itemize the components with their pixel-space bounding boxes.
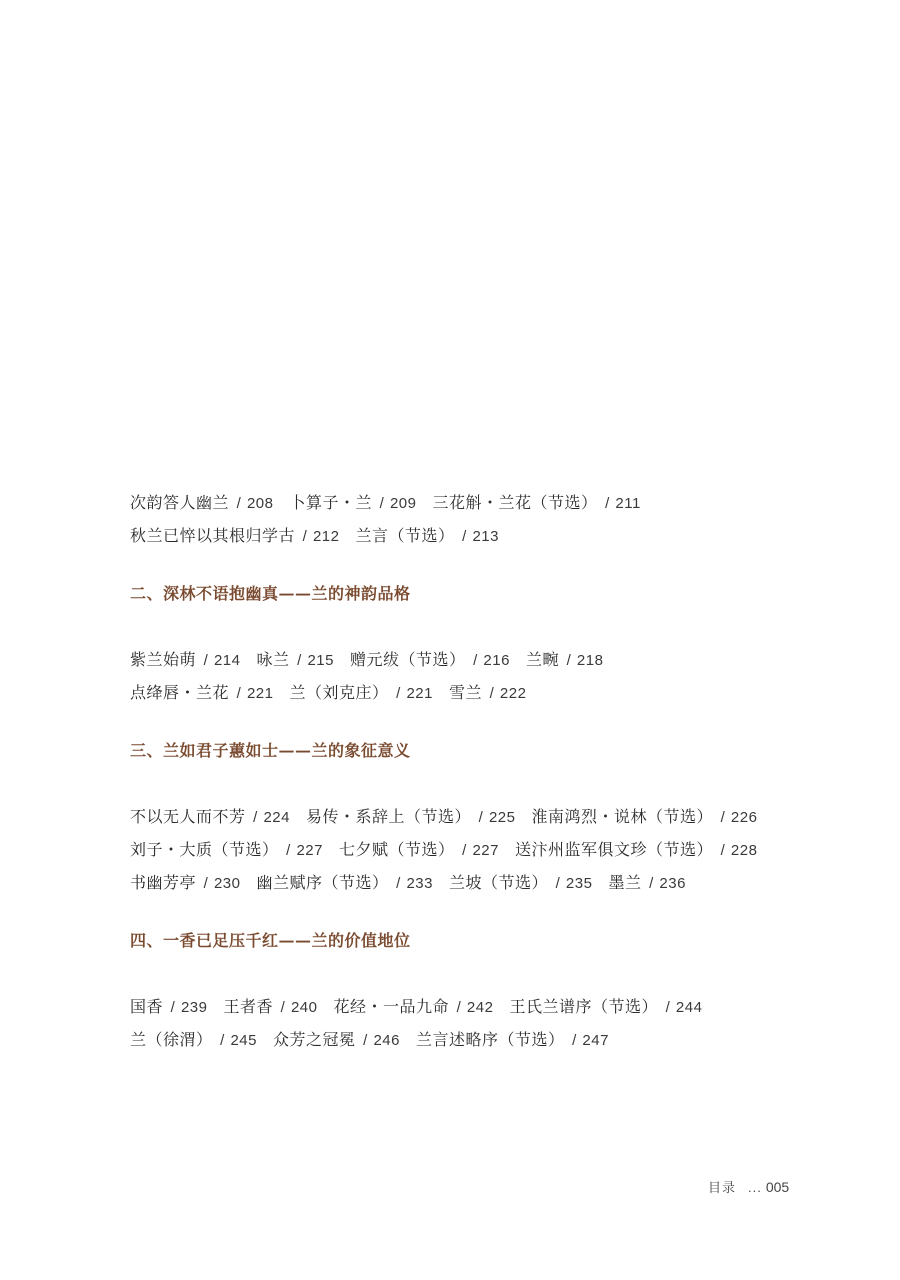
- toc-entry[interactable]: [608, 866, 685, 900]
- entry-separator: /: [561, 652, 572, 669]
- entry-page-number: 208: [246, 495, 274, 512]
- entry-separator: /: [248, 809, 258, 826]
- entry-page-number: 233: [406, 875, 433, 892]
- entry-page-number: 216: [483, 652, 510, 669]
- entry-title: 易传・系辞上（节选）: [305, 807, 471, 826]
- entry-page-number: 236: [659, 875, 686, 892]
- entry-page-number: 214: [213, 652, 241, 669]
- entry-page-number: 209: [389, 495, 417, 512]
- toc-entry[interactable]: [355, 519, 498, 553]
- footer-dots: ...: [748, 1180, 762, 1195]
- entry-title: 兰坡（节选）: [448, 873, 548, 892]
- toc-entry[interactable]: [306, 800, 515, 834]
- entry-separator: /: [715, 809, 726, 826]
- entry-title: 淮南鸿烈・说林（节选）: [531, 807, 713, 826]
- entry-separator: /: [660, 999, 671, 1016]
- toc-entry[interactable]: [130, 676, 273, 710]
- entry-separator: /: [567, 1032, 577, 1049]
- entry-page-number: 224: [263, 809, 290, 826]
- entry-page-number: 239: [180, 999, 208, 1016]
- entry-separator: /: [292, 652, 302, 669]
- entry-title: 卜算子・兰: [289, 493, 372, 512]
- entry-page-number: 230: [213, 875, 241, 892]
- entry-separator: /: [391, 875, 401, 892]
- entry-separator: /: [281, 842, 291, 859]
- entry-title: 送汴州监军俱文珍（节选）: [514, 840, 713, 859]
- toc-entry[interactable]: [526, 643, 603, 677]
- entry-page-number: 218: [576, 652, 604, 669]
- entry-title: 七夕赋（节选）: [338, 840, 455, 859]
- entry-title: 书幽芳亭: [130, 873, 197, 892]
- toc-entry[interactable]: [350, 643, 510, 677]
- entry-separator: /: [358, 1032, 368, 1049]
- toc-entry[interactable]: [130, 800, 290, 834]
- entry-page-number: 247: [582, 1032, 609, 1049]
- entry-title: 墨兰: [608, 873, 642, 892]
- entry-separator: /: [298, 528, 308, 545]
- page-footer: [708, 1177, 789, 1196]
- entry-separator: /: [166, 999, 176, 1016]
- entry-separator: /: [391, 685, 401, 702]
- toc-line: [130, 866, 830, 899]
- section-title: 二、深林不语抱幽真——兰的神韵品格: [130, 584, 411, 603]
- toc-line: [130, 1023, 830, 1056]
- toc-section: [130, 577, 830, 709]
- entry-separator: /: [451, 999, 462, 1016]
- entry-separator: /: [199, 875, 209, 892]
- entry-title: 秋兰已悴以其根归学古: [130, 526, 296, 545]
- toc-entry[interactable]: [130, 990, 207, 1024]
- toc-entry[interactable]: [130, 519, 339, 553]
- entry-page-number: 221: [406, 685, 433, 702]
- toc-entry[interactable]: [223, 990, 317, 1024]
- entry-page-number: 211: [615, 495, 641, 512]
- toc-line: [130, 833, 830, 866]
- toc-entry[interactable]: [531, 800, 757, 834]
- entry-page-number: 228: [730, 842, 758, 859]
- entry-title: 王者香: [223, 997, 273, 1016]
- entry-title: 次韵答人幽兰: [130, 493, 230, 512]
- section-title: 四、一香已足压千红——兰的价值地位: [130, 931, 411, 950]
- entry-page-number: 235: [565, 875, 593, 892]
- entry-title: 兰言（节选）: [355, 526, 455, 545]
- entry-title: 三花斛・兰花（节选）: [432, 493, 598, 512]
- toc-entry[interactable]: [449, 676, 526, 710]
- entry-separator: /: [457, 528, 467, 545]
- entry-title: 点绛唇・兰花: [130, 683, 230, 702]
- toc-entry[interactable]: [130, 643, 240, 677]
- entry-separator: /: [600, 495, 610, 512]
- toc-entry[interactable]: [515, 833, 757, 867]
- entry-title: 雪兰: [448, 683, 482, 702]
- entry-separator: /: [276, 999, 286, 1016]
- entry-title: 国香: [130, 997, 164, 1016]
- toc-line: [130, 990, 830, 1023]
- entry-title: 幽兰赋序（节选）: [256, 873, 389, 892]
- entry-title: 兰（徐渭）: [130, 1030, 213, 1049]
- entry-separator: /: [474, 809, 484, 826]
- entry-page-number: 246: [373, 1032, 400, 1049]
- entry-title: 兰言述略序（节选）: [415, 1030, 565, 1049]
- entry-title: 众芳之冠冕: [272, 1030, 356, 1049]
- entry-page-number: 213: [472, 528, 499, 545]
- toc-section: [130, 734, 830, 899]
- toc-entry[interactable]: [273, 1023, 400, 1057]
- toc-entry[interactable]: [333, 990, 493, 1024]
- toc-entry[interactable]: [130, 486, 273, 520]
- table-of-contents: [130, 486, 830, 1081]
- entry-separator: /: [484, 685, 495, 702]
- toc-section: [130, 486, 830, 552]
- entry-page-number: 227: [472, 842, 499, 859]
- entry-separator: /: [457, 842, 467, 859]
- entry-separator: /: [232, 685, 242, 702]
- entry-page-number: 227: [296, 842, 323, 859]
- toc-entry[interactable]: [130, 866, 240, 900]
- entry-title: 咏兰: [256, 650, 290, 669]
- entry-page-number: 240: [290, 999, 318, 1016]
- entry-title: 兰（刘克庄）: [289, 683, 389, 702]
- entry-separator: /: [375, 495, 385, 512]
- toc-entry[interactable]: [449, 866, 592, 900]
- toc-section: [130, 924, 830, 1056]
- toc-entry[interactable]: [509, 990, 702, 1024]
- toc-entry[interactable]: [432, 486, 640, 520]
- entry-separator: /: [644, 875, 654, 892]
- toc-line: [130, 519, 830, 552]
- toc-line: [130, 486, 830, 519]
- entry-separator: /: [468, 652, 478, 669]
- page-number: 005: [765, 1179, 790, 1195]
- toc-line: [130, 676, 830, 709]
- entry-separator: /: [215, 1032, 225, 1049]
- entry-page-number: 226: [730, 809, 758, 826]
- toc-line: [130, 800, 830, 833]
- entry-title: 王氏兰谱序（节选）: [509, 997, 658, 1016]
- footer-label: 目录: [708, 1180, 737, 1195]
- entry-title: 赠元绂（节选）: [349, 650, 466, 669]
- entry-page-number: 245: [230, 1032, 257, 1049]
- toc-line: [130, 643, 830, 676]
- entry-page-number: 242: [466, 999, 494, 1016]
- entry-title: 兰畹: [525, 650, 559, 669]
- entry-title: 不以无人而不芳: [130, 807, 246, 826]
- entry-page-number: 221: [246, 685, 274, 702]
- entry-separator: /: [715, 842, 726, 859]
- entry-page-number: 222: [499, 685, 527, 702]
- entry-separator: /: [199, 652, 209, 669]
- toc-entry[interactable]: [130, 1023, 257, 1057]
- toc-entry[interactable]: [416, 1023, 609, 1057]
- toc-entry[interactable]: [256, 866, 432, 900]
- entry-page-number: 244: [675, 999, 703, 1016]
- toc-entry[interactable]: [289, 486, 416, 520]
- toc-entry[interactable]: [339, 833, 499, 867]
- entry-title: 刘子・大质（节选）: [130, 840, 279, 859]
- toc-entry[interactable]: [256, 643, 333, 677]
- entry-title: 花经・一品九命: [333, 997, 449, 1016]
- toc-entry[interactable]: [130, 833, 323, 867]
- entry-page-number: 212: [312, 528, 340, 545]
- entry-page-number: 225: [488, 809, 516, 826]
- entry-separator: /: [232, 495, 242, 512]
- toc-entry[interactable]: [289, 676, 432, 710]
- section-title: 三、兰如君子蕙如士——兰的象征意义: [130, 741, 411, 760]
- entry-title: 紫兰始萌: [130, 650, 197, 669]
- entry-separator: /: [550, 875, 561, 892]
- entry-page-number: 215: [307, 652, 334, 669]
